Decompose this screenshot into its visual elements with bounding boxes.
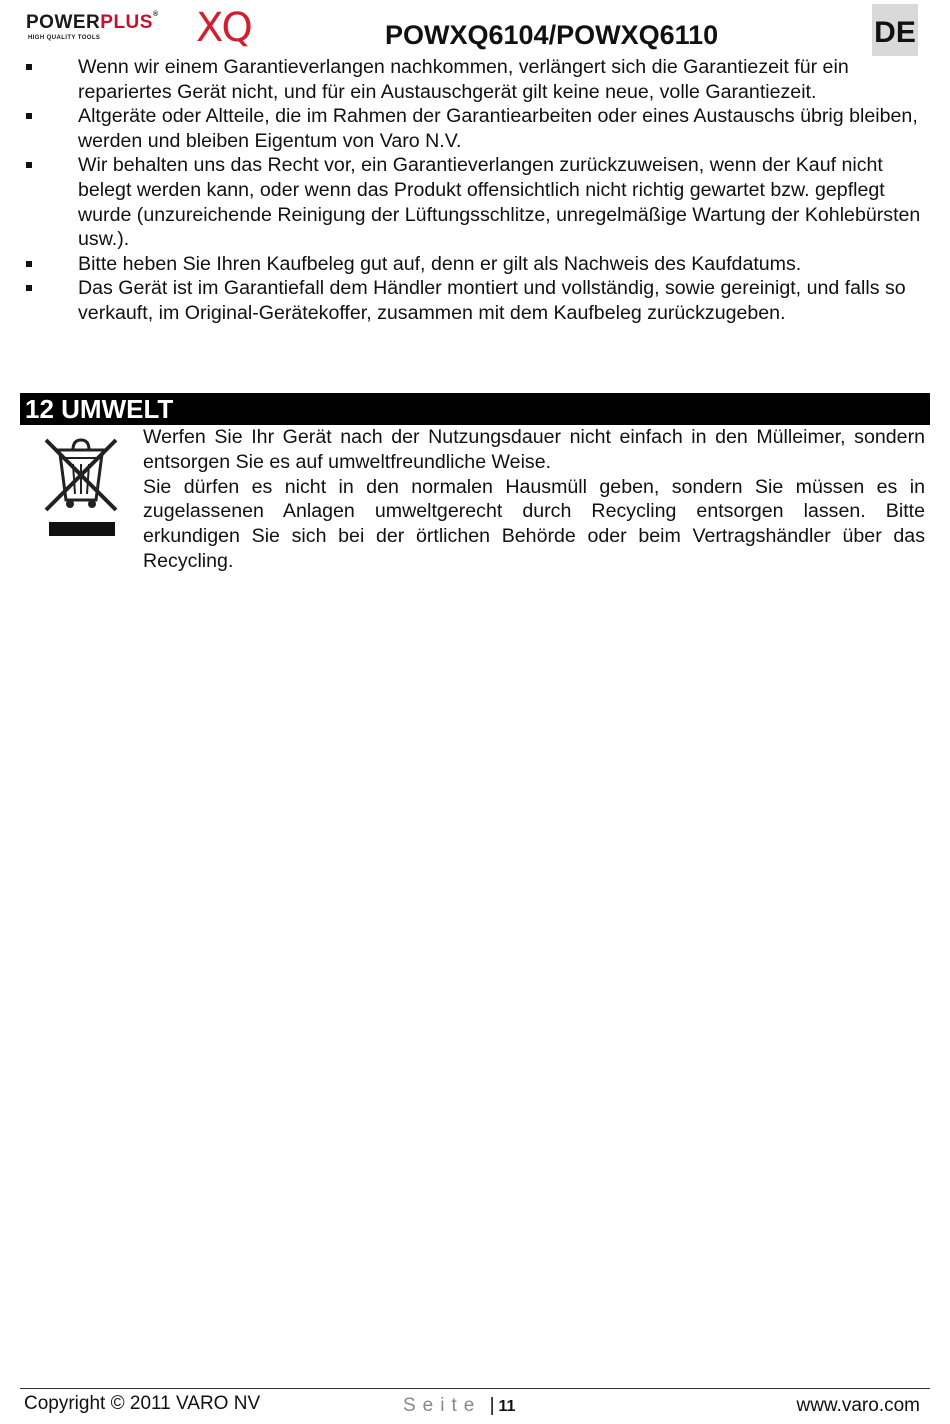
model-title: POWXQ6104/POWXQ6110 — [385, 20, 719, 50]
list-item — [24, 104, 924, 153]
bullet-text: Altgeräte oder Altteile, die im Rahmen der Garantiearbeiten oder eines Austauschs übrig bleiben, werden und bleiben Eigentum von Varo N.V. — [78, 105, 918, 152]
bullet-text: Wenn wir einem Garantieverlangen nachkommen, verlängert sich die Garantiezeit für ein repariertes Gerät nicht, und für ein Austauschgerät gilt keine neue, volle Garantiezeit. — [78, 56, 849, 103]
weee-crossed-bin-icon — [40, 428, 122, 540]
brand-power-text: POWER — [26, 12, 101, 33]
brand-tagline: HIGH QUALITY TOOLS — [28, 35, 101, 41]
warranty-bullet-list — [24, 55, 924, 326]
brand-plus-text: PLUS — [100, 12, 153, 33]
section-title: 12 UMWELT — [25, 394, 174, 424]
bullet-text: Wir behalten uns das Recht vor, ein Garantieverlangen zurückzuweisen, wenn der Kauf nicht belegt werden kann, oder wenn das Produkt offensichtlich nicht richtig gewartet bzw. gepflegt wurde (unzureichende Reinigung der Lüftungsschlitze, unregelmäßige Wartung der Kohlebürsten usw.). — [78, 154, 921, 251]
footer-page-indicator — [403, 1395, 515, 1417]
footer-copyright: Copyright © 2011 VARO NV — [24, 1393, 261, 1414]
section-header — [20, 393, 930, 425]
list-item — [24, 252, 924, 277]
bullet-text: Bitte heben Sie Ihren Kaufbeleg gut auf, denn er gilt als Nachweis des Kaufdatums. — [78, 252, 802, 275]
square-bullet-icon — [26, 261, 32, 267]
brand-registered-mark: ® — [152, 11, 159, 18]
environment-paragraph: Sie dürfen es nicht in den normalen Hausmüll geben, sondern Sie müssen es in zugelassenen Anlagen umweltgerecht durch Recycling entsorgen lassen. Bitte erkundigen Sie sich bei der örtlichen Behörde oder beim Vertragshändler über das Recycling. — [143, 475, 925, 572]
bullet-text: Das Gerät ist im Garantiefall dem Händler montiert und vollständig, sowie gereinigt, und falls so verkauft, im Original-Gerätekoffer, zusammen mit dem Kaufbeleg zurückzugeben. — [78, 277, 906, 324]
footer-page-number: 11 — [498, 1398, 516, 1415]
footer-page-separator: | — [489, 1395, 495, 1416]
list-item — [24, 153, 924, 251]
brand-logo — [26, 6, 271, 50]
footer-website: www.varo.com — [796, 1395, 920, 1416]
list-item — [24, 276, 924, 325]
square-bullet-icon — [26, 285, 32, 291]
brand-xq-mark: XQ — [196, 5, 251, 51]
footer-page-label: Seite — [403, 1395, 482, 1416]
list-item — [24, 55, 924, 104]
brand-wordmark — [26, 12, 159, 34]
footer-divider — [20, 1388, 930, 1389]
environment-text — [143, 425, 925, 574]
language-badge: DE — [872, 4, 918, 56]
square-bullet-icon — [26, 113, 32, 119]
square-bullet-icon — [26, 162, 32, 168]
square-bullet-icon — [26, 64, 32, 70]
environment-paragraph: Werfen Sie Ihr Gerät nach der Nutzungsdauer nicht einfach in den Mülleimer, sondern entsorgen Sie es auf umweltfreundliche Weise. — [143, 426, 925, 473]
